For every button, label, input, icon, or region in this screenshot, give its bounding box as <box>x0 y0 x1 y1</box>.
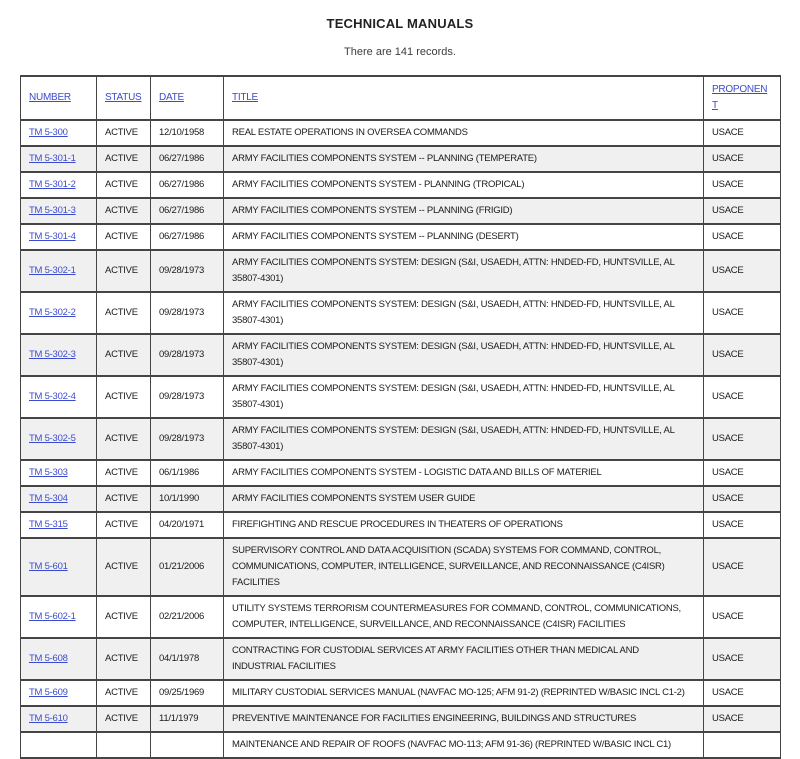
manual-number-link[interactable]: TM 5-302-5 <box>29 433 76 444</box>
table-row <box>21 706 781 732</box>
manual-title-cell: ARMY FACILITIES COMPONENTS SYSTEM: DESIGN (S&I, USAEDH, ATTN: HNDED-FD, HUNTSVILLE, AL 35807-4301) <box>224 334 704 376</box>
manual-date-cell: 09/28/1973 <box>151 292 224 334</box>
column-header-number <box>21 76 97 120</box>
manual-status-cell: ACTIVE <box>97 250 151 292</box>
manual-title-cell: MAINTENANCE AND REPAIR OF ROOFS (NAVFAC MO-113; AFM 91-36) (REPRINTED W/BASIC INCL C1) <box>224 732 704 758</box>
manual-proponent-cell: USACE <box>704 376 781 418</box>
sort-status-link[interactable]: STATUS <box>105 92 142 103</box>
manual-number-link[interactable]: TM 5-300 <box>29 127 68 138</box>
manual-proponent-cell: USACE <box>704 292 781 334</box>
manual-number-cell <box>21 538 97 596</box>
manual-status-cell: ACTIVE <box>97 292 151 334</box>
manual-status-cell: ACTIVE <box>97 638 151 680</box>
manual-proponent-cell: USACE <box>704 512 781 538</box>
manual-date-cell: 12/10/1958 <box>151 120 224 146</box>
manual-date-cell: 09/28/1973 <box>151 250 224 292</box>
manual-title-cell: ARMY FACILITIES COMPONENTS SYSTEM USER GUIDE <box>224 486 704 512</box>
manual-number-link[interactable]: TM 5-302-2 <box>29 307 76 318</box>
table-row <box>21 460 781 486</box>
manual-date-cell: 04/20/1971 <box>151 512 224 538</box>
manual-title-cell: ARMY FACILITIES COMPONENTS SYSTEM - LOGISTIC DATA AND BILLS OF MATERIEL <box>224 460 704 486</box>
manual-date-cell: 06/27/1986 <box>151 146 224 172</box>
manual-status-cell: ACTIVE <box>97 172 151 198</box>
column-header-date <box>151 76 224 120</box>
manual-number-cell <box>21 460 97 486</box>
manual-number-cell <box>21 120 97 146</box>
manual-status-cell: ACTIVE <box>97 460 151 486</box>
manual-proponent-cell: USACE <box>704 146 781 172</box>
manual-number-cell <box>21 250 97 292</box>
manual-proponent-cell <box>704 732 781 758</box>
manual-date-cell: 11/1/1979 <box>151 706 224 732</box>
manual-date-cell: 09/25/1969 <box>151 680 224 706</box>
column-header-title <box>224 76 704 120</box>
manual-number-cell <box>21 292 97 334</box>
manual-number-cell <box>21 486 97 512</box>
manual-number-cell <box>21 596 97 638</box>
table-row <box>21 680 781 706</box>
manual-proponent-cell: USACE <box>704 198 781 224</box>
manual-proponent-cell: USACE <box>704 596 781 638</box>
manual-proponent-cell: USACE <box>704 120 781 146</box>
table-row <box>21 292 781 334</box>
manual-date-cell: 06/1/1986 <box>151 460 224 486</box>
manual-number-cell <box>21 334 97 376</box>
manual-number-cell <box>21 512 97 538</box>
page-title: TECHNICAL MANUALS <box>326 16 474 31</box>
column-header-status <box>97 76 151 120</box>
table-row <box>21 596 781 638</box>
manual-date-cell: 04/1/1978 <box>151 638 224 680</box>
manual-status-cell: ACTIVE <box>97 376 151 418</box>
manual-status-cell <box>97 732 151 758</box>
manual-number-link[interactable]: TM 5-601 <box>29 561 68 572</box>
manual-number-cell <box>21 638 97 680</box>
manual-number-link[interactable]: TM 5-301-2 <box>29 179 76 190</box>
manual-proponent-cell: USACE <box>704 224 781 250</box>
manual-number-link[interactable]: TM 5-608 <box>29 653 68 664</box>
manual-title-cell: ARMY FACILITIES COMPONENTS SYSTEM -- PLANNING (DESERT) <box>224 224 704 250</box>
manual-proponent-cell: USACE <box>704 460 781 486</box>
table-row <box>21 486 781 512</box>
manual-number-link[interactable]: TM 5-303 <box>29 467 68 478</box>
manual-status-cell: ACTIVE <box>97 198 151 224</box>
sort-number-link[interactable]: NUMBER <box>29 92 71 103</box>
manual-title-cell: ARMY FACILITIES COMPONENTS SYSTEM -- PLANNING (FRIGID) <box>224 198 704 224</box>
manual-number-link[interactable]: TM 5-315 <box>29 519 68 530</box>
manual-number-link[interactable]: TM 5-302-1 <box>29 265 76 276</box>
manual-proponent-cell: USACE <box>704 638 781 680</box>
table-row <box>21 538 781 596</box>
manual-number-cell <box>21 706 97 732</box>
table-row <box>21 418 781 460</box>
manual-number-link[interactable]: TM 5-302-3 <box>29 349 76 360</box>
manual-proponent-cell: USACE <box>704 486 781 512</box>
manual-title-cell: SUPERVISORY CONTROL AND DATA ACQUISITION (SCADA) SYSTEMS FOR COMMAND, CONTROL, COMMUNICATIONS, COMPUTER, INTELLIGENCE, SURVEILLANCE, AND RECONNAISSANCE (C4ISR) FACILITIES <box>224 538 704 596</box>
sort-date-link[interactable]: DATE <box>159 92 184 103</box>
manual-title-cell: CONTRACTING FOR CUSTODIAL SERVICES AT ARMY FACILITIES OTHER THAN MEDICAL AND INDUSTRIAL FACILITIES <box>224 638 704 680</box>
manual-number-cell <box>21 680 97 706</box>
manual-status-cell: ACTIVE <box>97 538 151 596</box>
table-row <box>21 224 781 250</box>
column-header-proponent <box>704 76 781 120</box>
table-header-row <box>21 76 781 120</box>
manual-title-cell: ARMY FACILITIES COMPONENTS SYSTEM: DESIGN (S&I, USAEDH, ATTN: HNDED-FD, HUNTSVILLE, AL 35807-4301) <box>224 250 704 292</box>
manual-status-cell: ACTIVE <box>97 224 151 250</box>
manual-proponent-cell: USACE <box>704 172 781 198</box>
manual-proponent-cell: USACE <box>704 680 781 706</box>
manual-status-cell: ACTIVE <box>97 486 151 512</box>
manual-status-cell: ACTIVE <box>97 334 151 376</box>
manual-title-cell: ARMY FACILITIES COMPONENTS SYSTEM: DESIGN (S&I, USAEDH, ATTN: HNDED-FD, HUNTSVILLE, AL 35807-4301) <box>224 418 704 460</box>
manual-date-cell: 06/27/1986 <box>151 224 224 250</box>
table-row <box>21 334 781 376</box>
table-row <box>21 120 781 146</box>
manual-number-cell <box>21 224 97 250</box>
table-row <box>21 172 781 198</box>
manual-status-cell: ACTIVE <box>97 596 151 638</box>
manual-proponent-cell: USACE <box>704 538 781 596</box>
manual-number-link[interactable]: TM 5-301-4 <box>29 231 76 242</box>
manual-proponent-cell: USACE <box>704 706 781 732</box>
manual-date-cell: 09/28/1973 <box>151 418 224 460</box>
table-row <box>21 376 781 418</box>
manual-status-cell: ACTIVE <box>97 146 151 172</box>
manual-date-cell <box>151 732 224 758</box>
manual-number-link[interactable]: TM 5-609 <box>29 687 68 698</box>
table-row <box>21 512 781 538</box>
table-row-partial <box>21 732 781 758</box>
manual-number-link[interactable]: TM 5-610 <box>29 713 68 724</box>
manual-proponent-cell: USACE <box>704 250 781 292</box>
manual-status-cell: ACTIVE <box>97 418 151 460</box>
manual-number-link[interactable]: TM 5-302-4 <box>29 391 76 402</box>
manual-status-cell: ACTIVE <box>97 680 151 706</box>
table-row <box>21 638 781 680</box>
manual-status-cell: ACTIVE <box>97 706 151 732</box>
manual-date-cell: 06/27/1986 <box>151 198 224 224</box>
sort-proponent-link[interactable]: PROPONENT <box>712 84 768 111</box>
manual-number-cell <box>21 146 97 172</box>
sort-title-link[interactable]: TITLE <box>232 92 258 103</box>
manual-number-link[interactable]: TM 5-602-1 <box>29 611 76 622</box>
manual-title-cell: ARMY FACILITIES COMPONENTS SYSTEM -- PLANNING (TEMPERATE) <box>224 146 704 172</box>
records-count-text: There are 141 records. <box>344 46 456 58</box>
manual-date-cell: 02/21/2006 <box>151 596 224 638</box>
manual-number-cell <box>21 198 97 224</box>
table-row <box>21 198 781 224</box>
manual-date-cell: 09/28/1973 <box>151 334 224 376</box>
manual-number-link[interactable]: TM 5-301-3 <box>29 205 76 216</box>
table-row <box>21 146 781 172</box>
manual-number-link[interactable]: TM 5-304 <box>29 493 68 504</box>
manual-title-cell: FIREFIGHTING AND RESCUE PROCEDURES IN THEATERS OF OPERATIONS <box>224 512 704 538</box>
manual-title-cell: ARMY FACILITIES COMPONENTS SYSTEM - PLANNING (TROPICAL) <box>224 172 704 198</box>
manual-title-cell: REAL ESTATE OPERATIONS IN OVERSEA COMMANDS <box>224 120 704 146</box>
manual-date-cell: 10/1/1990 <box>151 486 224 512</box>
manual-title-cell: ARMY FACILITIES COMPONENTS SYSTEM: DESIGN (S&I, USAEDH, ATTN: HNDED-FD, HUNTSVILLE, AL 35807-4301) <box>224 292 704 334</box>
manual-date-cell: 01/21/2006 <box>151 538 224 596</box>
manual-title-cell: MILITARY CUSTODIAL SERVICES MANUAL (NAVFAC MO-125; AFM 91-2) (REPRINTED W/BASIC INCL C1-2) <box>224 680 704 706</box>
manual-proponent-cell: USACE <box>704 418 781 460</box>
manual-date-cell: 09/28/1973 <box>151 376 224 418</box>
manual-status-cell: ACTIVE <box>97 512 151 538</box>
manual-date-cell: 06/27/1986 <box>151 172 224 198</box>
manual-number-cell <box>21 172 97 198</box>
manual-proponent-cell: USACE <box>704 334 781 376</box>
manual-number-cell <box>21 418 97 460</box>
manual-title-cell: UTILITY SYSTEMS TERRORISM COUNTERMEASURES FOR COMMAND, CONTROL, COMMUNICATIONS, COMPUTER, INTELLIGENCE, SURVEILLANCE, AND RECONNAISSANCE (C4ISR) FACILITIES <box>224 596 704 638</box>
manual-number-cell <box>21 376 97 418</box>
manual-number-cell <box>21 732 97 758</box>
technical-manuals-table <box>20 75 781 759</box>
manual-title-cell: ARMY FACILITIES COMPONENTS SYSTEM: DESIGN (S&I, USAEDH, ATTN: HNDED-FD, HUNTSVILLE, AL 35807-4301) <box>224 376 704 418</box>
manual-status-cell: ACTIVE <box>97 120 151 146</box>
manual-number-link[interactable]: TM 5-301-1 <box>29 153 76 164</box>
manual-title-cell: PREVENTIVE MAINTENANCE FOR FACILITIES ENGINEERING, BUILDINGS AND STRUCTURES <box>224 706 704 732</box>
table-row <box>21 250 781 292</box>
